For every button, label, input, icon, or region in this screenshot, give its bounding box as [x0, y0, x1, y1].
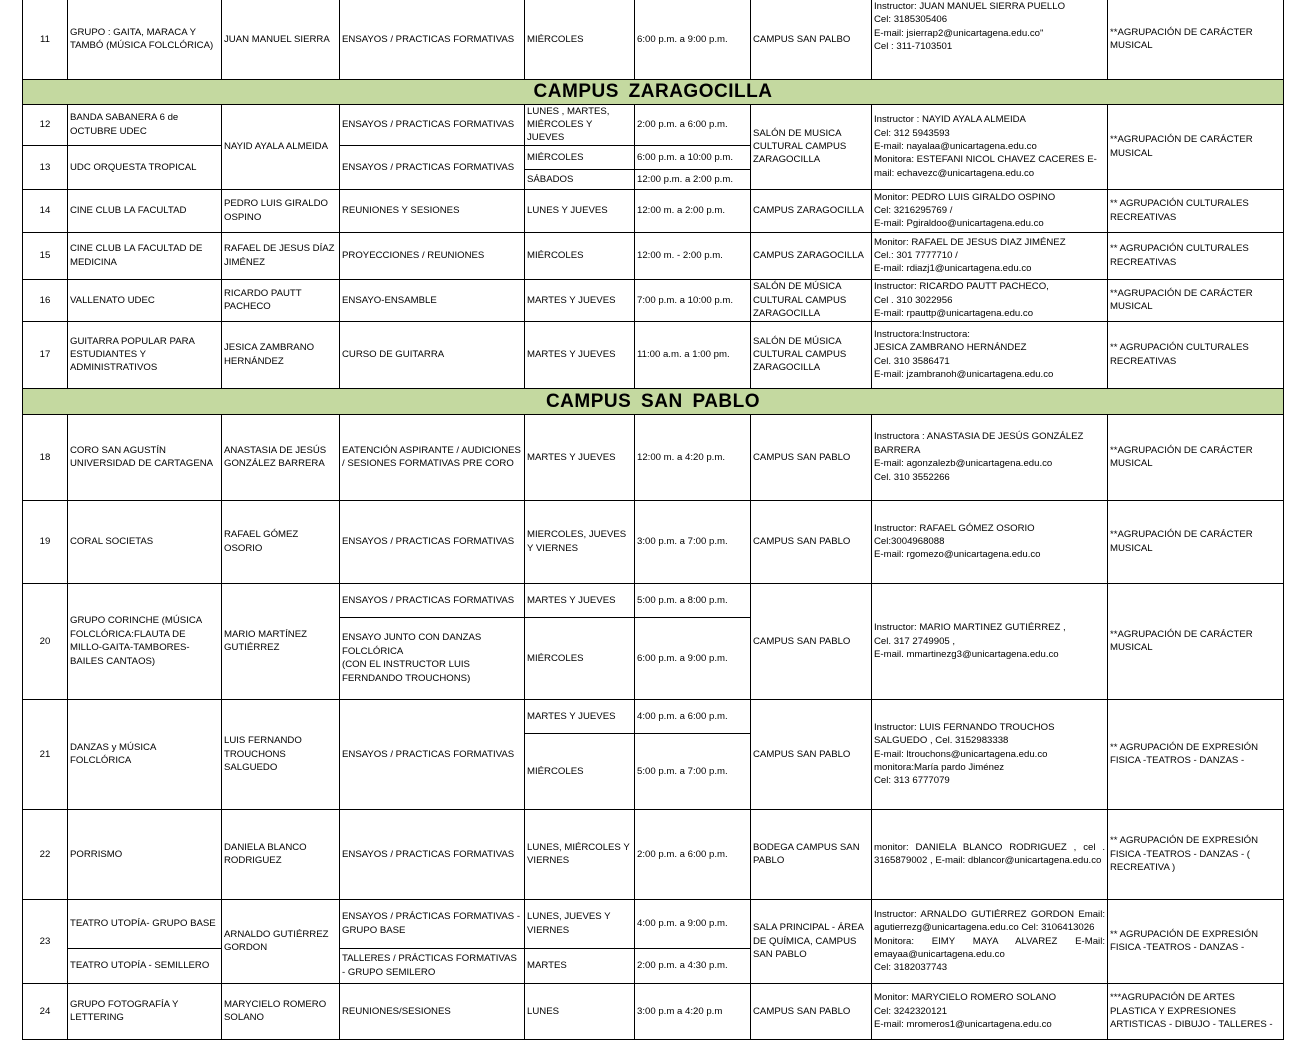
activity	[340, 617, 525, 699]
contact-line: monitor: DANIELA BLANCO RODRIGUEZ , cel . 3165879002 , E-mail: dblancor@unicartagena.edu.co	[874, 841, 1105, 867]
contact-line: Instructora : ANASTASIA DE JESÚS GONZÁLEZ BARRERA	[874, 431, 1084, 456]
contact-line: E-mail: jsierrap2@unicartagena.edu.co"	[874, 27, 1044, 39]
contact-line: Instructora:Instructora:	[874, 328, 970, 340]
director: JUAN MANUEL SIERRA	[222, 0, 340, 79]
group-name: CORO SAN AGUSTÍN UNIVERSIDAD DE CARTAGENA	[68, 414, 222, 500]
days: MIÉRCOLES	[525, 733, 635, 809]
group-name: CINE CLUB LA FACULTAD DE MEDICINA	[68, 232, 222, 279]
days: MARTES	[525, 948, 635, 983]
schedule: 11:00 a.m. a 1:00 pm.	[635, 321, 751, 388]
row-number: 23	[23, 899, 68, 983]
row-number: 21	[23, 699, 68, 809]
place: SALÓN DE MÚSICA CULTURAL CAMPUS ZARAGOCILLA	[751, 321, 872, 388]
section-title: CAMPUS SAN PABLO	[23, 388, 1284, 414]
activity: ENSAYOS / PRACTICAS FORMATIVAS	[340, 583, 525, 617]
activity: ENSAYOS / PRACTICAS FORMATIVAS	[340, 145, 525, 189]
contact-line: Instructor : NAYID AYALA ALMEIDA	[874, 114, 1026, 126]
activities-table	[22, 0, 1284, 1040]
director: MARYCIELO ROMERO SOLANO	[222, 983, 340, 1039]
activity: ENSAYOS / PRACTICAS FORMATIVAS	[340, 699, 525, 809]
director: ANASTASIA DE JESÚS GONZÁLEZ BARRERA	[222, 414, 340, 500]
contact-line: Cel. 310 3552266	[874, 471, 950, 483]
days: MIÉRCOLES	[525, 145, 635, 169]
days: MARTES Y JUEVES	[525, 279, 635, 321]
group-type: ** AGRUPACIÓN DE EXPRESIÓN FISICA -TEATROS - DANZAS - ( RECREATIVA )	[1108, 809, 1284, 899]
days: MARTES Y JUEVES	[525, 414, 635, 500]
group-type: **AGRUPACIÓN DE CARÁCTER MUSICAL	[1108, 414, 1284, 500]
contact-line: Instructor: JUAN MANUEL SIERRA PUELLO	[874, 1, 1066, 12]
days: MIÉRCOLES	[525, 232, 635, 279]
director: RAFAEL GÓMEZ OSORIO	[222, 500, 340, 583]
contact	[872, 899, 1108, 983]
schedule: 4:00 p.m. a 9:00 p.m.	[635, 899, 751, 948]
group-type: ** AGRUPACIÓN DE EXPRESIÓN FISICA -TEATROS - DANZAS -	[1108, 699, 1284, 809]
table-row	[23, 414, 1284, 500]
contact	[872, 232, 1108, 279]
activity: ENSAYOS / PRACTICAS FORMATIVAS	[340, 104, 525, 145]
contact-line: E-mail: mromeros1@unicartagena.edu.co	[874, 1018, 1052, 1030]
activity-line: (CON EL INSTRUCTOR LUIS FERNDANDO TROUCHONS)	[342, 659, 471, 684]
place: CAMPUS SAN PALBO	[751, 0, 872, 79]
schedule: 2:00 p.m. a 6:00 p.m.	[635, 104, 751, 145]
director: JESICA ZAMBRANO HERNÁNDEZ	[222, 321, 340, 388]
days: LUNES Y JUEVES	[525, 189, 635, 232]
row-number: 19	[23, 500, 68, 583]
table-row	[23, 983, 1284, 1039]
contact-line: E-mail: rgomezo@unicartagena.edu.co	[874, 549, 1041, 561]
schedule: 2:00 p.m. a 4:30 p.m.	[635, 948, 751, 983]
contact-line: Instructor: RAFAEL GÓMEZ OSORIO	[874, 522, 1035, 534]
contact-line: JESICA ZAMBRANO HERNÁNDEZ	[874, 342, 1027, 354]
group-name: TEATRO UTOPÍA- GRUPO BASE	[68, 899, 222, 948]
contact-line: Cel: 3216295769 /	[874, 205, 953, 217]
row-number: 22	[23, 809, 68, 899]
schedule: 5:00 p.m. a 8:00 p.m.	[635, 583, 751, 617]
contact-line: Instructor: ARNALDO GUTIÉRREZ GORDON Email: agutierrezg@unicartagena.edu.co Cel: 3106413026	[874, 908, 1105, 934]
contact-line: Monitora: EIMY MAYA ALVAREZ E-Mail: emayaa@unicartagena.edu.co	[874, 935, 1105, 960]
group-type: ***AGRUPACIÓN DE ARTES PLASTICA Y EXPRESIONES ARTISTICAS - DIBUJO - TALLERES -	[1108, 983, 1284, 1039]
director: PEDRO LUIS GIRALDO OSPINO	[222, 189, 340, 232]
table-row	[23, 104, 1284, 145]
group-name: DANZAS y MÚSICA FOLCLÓRICA	[68, 699, 222, 809]
contact-line: Monitor: MARYCIELO ROMERO SOLANO	[874, 992, 1057, 1004]
activity: REUNIONES Y SESIONES	[340, 189, 525, 232]
contact	[872, 500, 1108, 583]
days: MARTES Y JUEVES	[525, 321, 635, 388]
contact-line: monitora:María pardo Jiménez	[874, 761, 1005, 773]
place: CAMPUS ZARAGOCILLA	[751, 232, 872, 279]
schedule: 2:00 p.m. a 6:00 p.m.	[635, 809, 751, 899]
row-number: 17	[23, 321, 68, 388]
table-row	[23, 699, 1284, 733]
group-type: ** AGRUPACIÓN CULTURALES RECREATIVAS	[1108, 189, 1284, 232]
contact	[872, 0, 1108, 79]
group-type: ** AGRUPACIÓN CULTURALES RECREATIVAS	[1108, 321, 1284, 388]
schedule: 3:00 p.m a 4:20 p.m	[635, 983, 751, 1039]
section-header-row	[23, 79, 1284, 104]
contact-line: E-mail: jzambranoh@unicartagena.edu.co	[874, 369, 1054, 381]
place: CAMPUS SAN PABLO	[751, 983, 872, 1039]
contact-line: Cel.: 301 7777710 /	[874, 250, 958, 262]
table-row	[23, 0, 1284, 79]
schedule: 12:00 m. a 4:20 p.m.	[635, 414, 751, 500]
days: LUNES	[525, 983, 635, 1039]
group-name: VALLENATO UDEC	[68, 279, 222, 321]
group-type: **AGRUPACIÓN DE CARÁCTER MUSICAL	[1108, 104, 1284, 189]
group-type: **AGRUPACIÓN DE CARÁCTER MUSICAL	[1108, 500, 1284, 583]
director: RICARDO PAUTT PACHECO	[222, 279, 340, 321]
contact-line: E-mail. mmartinezg3@unicartagena.edu.co	[874, 648, 1059, 660]
schedule: 5:00 p.m. a 7:00 p.m.	[635, 733, 751, 809]
director: LUIS FERNANDO TROUCHONS SALGUEDO	[222, 699, 340, 809]
group-type: **AGRUPACIÓN DE CARÁCTER MUSICAL	[1108, 583, 1284, 699]
table-row	[23, 809, 1284, 899]
activity: ENSAYOS / PRACTICAS FORMATIVAS	[340, 809, 525, 899]
contact	[872, 189, 1108, 232]
group-name: BANDA SABANERA 6 de OCTUBRE UDEC	[68, 104, 222, 145]
activity: CURSO DE GUITARRA	[340, 321, 525, 388]
activity: ENSAYOS / PRACTICAS FORMATIVAS	[340, 500, 525, 583]
contact-line: Instructor: LUIS FERNANDO TROUCHOS SALGUEDO , Cel. 3152983338	[874, 721, 1055, 747]
group-type: ** AGRUPACIÓN DE EXPRESIÓN FISICA -TEATROS - DANZAS -	[1108, 899, 1284, 983]
group-name: TEATRO UTOPÍA - SEMILLERO	[68, 948, 222, 983]
row-number: 20	[23, 583, 68, 699]
contact-line: E-mail: ltrouchons@unicartagena.edu.co	[874, 748, 1048, 760]
days: MARTES Y JUEVES	[525, 583, 635, 617]
section-header-row	[23, 388, 1284, 414]
group-type: ** AGRUPACIÓN CULTURALES RECREATIVAS	[1108, 232, 1284, 279]
contact-line: Cel: 312 5943593	[874, 127, 950, 139]
schedule: 6:00 p.m. a 9:00 p.m.	[635, 0, 751, 79]
contact-line: E-mail: rpauttp@unicartagena.edu.co	[874, 307, 1034, 319]
contact-line: Monitora: ESTEFANI NICOL CHAVEZ CACERES E-mail: echavezc@unicartagena.edu.co	[874, 154, 1097, 179]
director: MARIO MARTÍNEZ GUTIÉRREZ	[222, 583, 340, 699]
table-row	[23, 583, 1284, 617]
contact-line: Cel: 3182037743	[874, 962, 948, 974]
contact-line: E-mail: agonzalezb@unicartagena.edu.co	[874, 458, 1053, 470]
place: CAMPUS SAN PABLO	[751, 583, 872, 699]
schedule: 6:00 p.m. a 10:00 p.m.	[635, 145, 751, 169]
place: CAMPUS SAN PABLO	[751, 414, 872, 500]
days: MIERCOLES, JUEVES Y VIERNES	[525, 500, 635, 583]
contact-line: Cel: 313 6777079	[874, 775, 950, 787]
group-name: CORAL SOCIETAS	[68, 500, 222, 583]
days: MIÉRCOLES	[525, 0, 635, 79]
contact	[872, 983, 1108, 1039]
contact-line: Monitor: RAFAEL DE JESUS DIAZ JIMÉNEZ	[874, 236, 1066, 248]
days: MIÉRCOLES	[525, 617, 635, 699]
contact-line: Monitor: PEDRO LUIS GIRALDO OSPINO	[874, 191, 1056, 203]
contact-line: Cel: 3185305406	[874, 14, 948, 26]
schedule: 3:00 p.m. a 7:00 p.m.	[635, 500, 751, 583]
schedule: 12:00 m. - 2:00 p.m.	[635, 232, 751, 279]
activity: EATENCIÓN ASPIRANTE / AUDICIONES / SESIONES FORMATIVAS PRE CORO	[340, 414, 525, 500]
row-number: 14	[23, 189, 68, 232]
schedule: 12:00 p.m. a 2:00 p.m.	[635, 169, 751, 189]
activity: TALLERES / PRÁCTICAS FORMATIVAS - GRUPO SEMILERO	[340, 948, 525, 983]
days: MARTES Y JUEVES	[525, 699, 635, 733]
contact-line: Cel: 3242320121	[874, 1005, 948, 1017]
row-number: 13	[23, 145, 68, 189]
contact	[872, 321, 1108, 388]
activity: ENSAYO-ENSAMBLE	[340, 279, 525, 321]
contact-line: Cel. 317 2749905 ,	[874, 635, 956, 647]
days: LUNES, JUEVES Y VIERNES	[525, 899, 635, 948]
contact	[872, 583, 1108, 699]
place: CAMPUS SAN PABLO	[751, 500, 872, 583]
place: BODEGA CAMPUS SAN PABLO	[751, 809, 872, 899]
group-name: CINE CLUB LA FACULTAD	[68, 189, 222, 232]
contact	[872, 414, 1108, 500]
contact	[872, 279, 1108, 321]
activity: PROYECCIONES / REUNIONES	[340, 232, 525, 279]
director: DANIELA BLANCO RODRIGUEZ	[222, 809, 340, 899]
table-row	[23, 279, 1284, 321]
contact-line: Cel : 311-7103501	[874, 41, 953, 53]
contact-line: Cel. 310 3586471	[874, 355, 950, 367]
place: CAMPUS ZARAGOCILLA	[751, 189, 872, 232]
contact-line: Instructor: MARIO MARTINEZ GUTIÉRREZ ,	[874, 622, 1066, 634]
group-name: GRUPO : GAITA, MARACA Y TAMBÓ (MÚSICA FOLCLÓRICA)	[68, 0, 222, 79]
activity: ENSAYOS / PRÁCTICAS FORMATIVAS - GRUPO BASE	[340, 899, 525, 948]
table-row	[23, 232, 1284, 279]
contact	[872, 104, 1108, 189]
group-name: UDC ORQUESTA TROPICAL	[68, 145, 222, 189]
group-type: **AGRUPACIÓN DE CARÁCTER MUSICAL	[1108, 0, 1284, 79]
contact-line: Cel . 310 3022956	[874, 294, 953, 306]
row-number: 24	[23, 983, 68, 1039]
row-number: 16	[23, 279, 68, 321]
place: SALA PRINCIPAL - ÁREA DE QUÍMICA, CAMPUS SAN PABLO	[751, 899, 872, 983]
row-number: 11	[23, 0, 68, 79]
table-row	[23, 189, 1284, 232]
group-name: PORRISMO	[68, 809, 222, 899]
schedule: 7:00 p.m. a 10:00 p.m.	[635, 279, 751, 321]
contact-line: Cel:3004968088	[874, 536, 945, 548]
contact	[872, 809, 1108, 899]
table-row	[23, 899, 1284, 948]
days: SÁBADOS	[525, 169, 635, 189]
group-name: GRUPO FOTOGRAFÍA Y LETTERING	[68, 983, 222, 1039]
row-number: 12	[23, 104, 68, 145]
contact-line: E-mail: Pgiraldoo@unicartagena.edu.co	[874, 218, 1044, 230]
section-title: CAMPUS ZARAGOCILLA	[23, 79, 1284, 104]
row-number: 18	[23, 414, 68, 500]
place: SALÓN DE MUSICA CULTURAL CAMPUS ZARAGOCILLA	[751, 104, 872, 189]
group-type: **AGRUPACIÓN DE CARÁCTER MUSICAL	[1108, 279, 1284, 321]
director: ARNALDO GUTIÉRREZ GORDON	[222, 899, 340, 983]
director: NAYID AYALA ALMEIDA	[222, 104, 340, 189]
schedule: 4:00 p.m. a 6:00 p.m.	[635, 699, 751, 733]
place: CAMPUS SAN PABLO	[751, 699, 872, 809]
contact	[872, 699, 1108, 809]
contact-line: E-mail: rdiazj1@unicartagena.edu.co	[874, 263, 1032, 275]
group-name: GUITARRA POPULAR PARA ESTUDIANTES Y ADMINISTRATIVOS	[68, 321, 222, 388]
activity: ENSAYOS / PRACTICAS FORMATIVAS	[340, 0, 525, 79]
table-row	[23, 321, 1284, 388]
place: SALÓN DE MÚSICA CULTURAL CAMPUS ZARAGOCILLA	[751, 279, 872, 321]
table-row	[23, 500, 1284, 583]
contact-line: E-mail: nayalaa@unicartagena.edu.co	[874, 140, 1037, 152]
days: LUNES, MIÉRCOLES Y VIERNES	[525, 809, 635, 899]
director: RAFAEL DE JESUS DÍAZ JIMÉNEZ	[222, 232, 340, 279]
schedule: 6:00 p.m. a 9:00 p.m.	[635, 617, 751, 699]
row-number: 15	[23, 232, 68, 279]
activity: REUNIONES/SESIONES	[340, 983, 525, 1039]
days: LUNES , MARTES, MIÉRCOLES Y JUEVES	[525, 104, 635, 145]
schedule: 12:00 m. a 2:00 p.m.	[635, 189, 751, 232]
contact-line: Instructor: RICARDO PAUTT PACHECO,	[874, 281, 1049, 293]
activity-line: ENSAYO JUNTO CON DANZAS FOLCLÓRICA	[342, 632, 482, 657]
group-name: GRUPO CORINCHE (MÚSICA FOLCLÓRICA:FLAUTA DE MILLO-GAITA-TAMBORES-BAILES CANTAOS)	[68, 583, 222, 699]
